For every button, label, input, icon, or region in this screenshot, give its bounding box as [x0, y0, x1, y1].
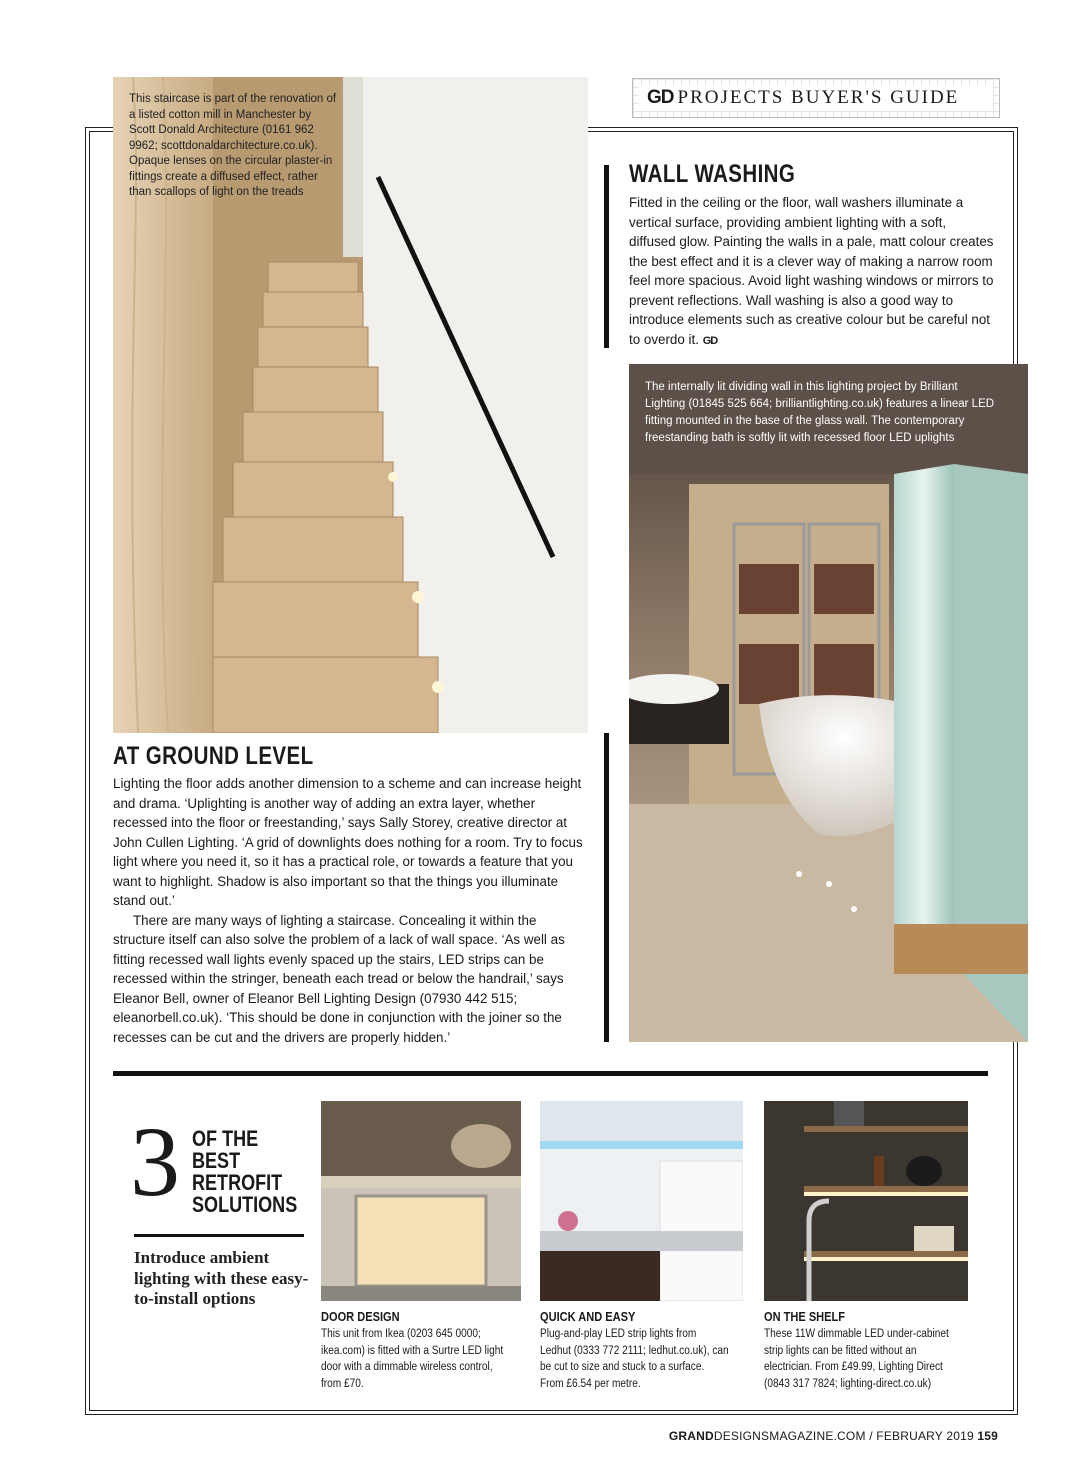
retrofit-heading	[192, 1128, 297, 1216]
product-quick-and-easy	[540, 1309, 745, 1392]
retrofit-number: 3	[130, 1106, 180, 1217]
product-title: ON THE SHELF	[764, 1309, 846, 1324]
product-title: QUICK AND EASY	[540, 1309, 636, 1324]
retrofit-rule	[134, 1234, 304, 1237]
retrofit-heading-line: BEST	[192, 1148, 241, 1173]
retrofit-heading-line: RETROFIT	[192, 1170, 283, 1195]
wall-washing-text: Fitted in the ceiling or the floor, wall washers illuminate a vertical surface, providing ambient lighting with a soft, diffused glow. Painting the walls in a pale, matt colour creates the best effect and it is a clever way of making a narrow room feel more spacious. Avoid light washing windows or mirrors to prevent reflections. Wall washing is also a good way to introduce elements such as creative colour but be careful not to overdo it.	[629, 195, 994, 347]
page-number: 159	[977, 1429, 998, 1443]
bathroom-photo	[629, 364, 1028, 1042]
product-text: These 11W dimmable LED under-cabinet strip lights can be fitted without an electrician. From £49.99, Lighting Direct (0843 317 7824; lighting-direct.co.uk)	[764, 1328, 949, 1390]
bathroom-caption: The internally lit dividing wall in this lighting project by Brilliant Lighting (01845 525 664; brilliantlighting.co.uk) features a linear LED fitting mounted in the base of the glass wall. The contemporary freestanding bath is softly lit with recessed floor LED uplights	[645, 381, 995, 444]
product-title: DOOR DESIGN	[321, 1309, 400, 1324]
retrofit-subtitle: Introduce ambient lighting with these easy-to-install options	[134, 1248, 309, 1308]
quick-and-easy-photo	[540, 1101, 743, 1301]
footer-brand: GRAND	[668, 1429, 714, 1443]
retrofit-heading-line: OF THE	[192, 1126, 259, 1151]
wall-washing-body	[629, 193, 994, 351]
section-divider	[113, 1071, 988, 1076]
product-text: Plug-and-play LED strip lights from Ledhut (0333 772 2111; ledhut.co.uk), can be cut to size and stuck to a surface. From £6.54 per metre.	[540, 1328, 729, 1390]
section-tag	[632, 78, 1000, 118]
section-title: PROJECTS BUYER'S GUIDE	[677, 87, 960, 108]
wall-washing-heading: WALL WASHING	[629, 160, 796, 188]
wall-washing-rule	[604, 165, 609, 348]
page-footer	[669, 1429, 998, 1443]
ground-level-body	[113, 774, 587, 1047]
ground-level-paragraph-2: There are many ways of lighting a staircase. Concealing it within the structure itself can also solve the problem of a lack of wall space. ‘As well as fitting recessed wall lights evenly spaced up the stairs, LED strips can be recessed within the stringer, beneath each tread or below the handrail,’ says Eleanor Bell, owner of Eleanor Bell Lighting Design (07930 442 515; eleanorbell.co.uk). ‘This should be done in conjunction with the joiner so the recesses can be cut and the drivers are properly hidden.’	[113, 912, 565, 1045]
ground-level-paragraph-1: Lighting the floor adds another dimension to a scheme and can increase height and drama. ‘Uplighting is another way of adding an extra layer, whether recessed into the floor or freestanding,’ says Sally Storey, creative director at John Cullen Lighting. ‘A grid of downlights does nothing for a room. Try to focus light where you need it, so it has a practical role, or towards a feature that you want to highlight. Shadow is also important so that the things you illuminate stand out.’	[113, 776, 583, 908]
end-mark: GD	[702, 334, 718, 347]
ground-level-rule	[604, 733, 609, 1042]
door-design-photo	[321, 1101, 521, 1301]
retrofit-heading-line: SOLUTIONS	[192, 1192, 298, 1217]
product-door-design	[321, 1309, 526, 1392]
product-on-the-shelf	[764, 1309, 969, 1392]
footer-issue: / FEBRUARY 2019	[869, 1429, 974, 1443]
on-the-shelf-photo	[764, 1101, 968, 1301]
ground-level-heading: AT GROUND LEVEL	[113, 742, 314, 770]
gd-logo: GD	[647, 87, 674, 108]
footer-site: DESIGNSMAGAZINE.COM	[713, 1429, 866, 1443]
staircase-caption: This staircase is part of the renovation of a listed cotton mill in Manchester by Scott Donald Architecture (0161 962 9962; scottdonaldarchitecture.co.uk). Opaque lenses on the circular plaster-in fittings create a diffused effect, rather than scallops of light on the treads	[129, 93, 337, 198]
product-text: This unit from Ikea (0203 645 0000; ikea.com) is fitted with a Surtre LED light door with a dimmable wireless control, from £70.	[321, 1328, 504, 1390]
